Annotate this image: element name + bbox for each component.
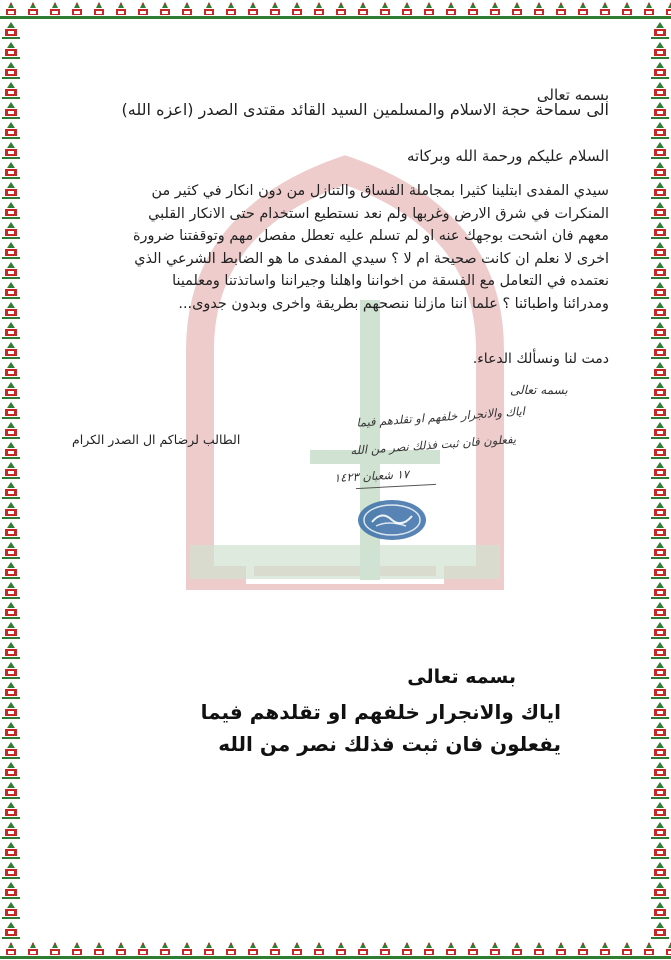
letter-body-line: نعتمده في التعامل مع الفسقة من اخواننا واهلنا وجيراننا واساتذتنا ومعلمينا xyxy=(172,273,609,289)
reply-line: اياك والانجرار خلفهم او تقلدهم فيما xyxy=(200,700,561,724)
letter-body xyxy=(64,180,609,315)
reply-title: بسمه تعالى xyxy=(407,666,516,688)
letter-addressee: الى سماحة حجة الاسلام والمسلمين السيد القائد مقتدى الصدر (اعزه الله) xyxy=(121,100,609,119)
border-pattern-top xyxy=(0,0,671,20)
letter-greeting: السلام عليكم ورحمة الله وبركاته xyxy=(407,147,609,165)
letter-body-line: معهم فان اشحت بوجهك عنه او لم تسلم عليه تعطل مفصل مهم وتوقفتنا ضرورة xyxy=(132,228,609,244)
letter-body-line: المنكرات في شرق الارض وغربها ولم نعد نستطيع استخدام حتى الانكار القلبي xyxy=(148,205,609,222)
letter-closing: دمت لنا ونسألك الدعاء. xyxy=(472,351,609,367)
official-seal xyxy=(356,498,428,542)
letter-basmala: بسمه تعالى xyxy=(536,86,609,104)
handwritten-reply-line: يفعلون فان ثبت فذلك نصر من الله xyxy=(349,432,517,458)
decorative-border-left xyxy=(0,20,22,940)
handwritten-basmala: بسمه تعالى xyxy=(510,383,568,397)
decorative-border-bottom xyxy=(0,940,671,960)
border-pattern-right xyxy=(649,20,671,940)
handwritten-reply-line: اياك والانجرار خلفهم او تقلدهم فيما xyxy=(355,404,526,430)
letter-body-line: ومدرائنا واطبائنا ؟ علما اننا مازلنا ننصحهم بطريقة واخرى وبدون جدوى... xyxy=(178,295,609,312)
decorative-border-right xyxy=(649,20,671,940)
letter-signatory: الطالب لرضاكم ال الصدر الكرام xyxy=(72,432,241,447)
reply-line: يفعلون فان ثبت فذلك نصر من الله xyxy=(218,732,561,756)
handwritten-date: ١٧ شعبان ١٤٢٣ xyxy=(333,467,410,485)
letter-body-line: اخرى لا نعلم ان كانت صحيحة ام لا ؟ سيدي المفدى ما هو الضابط الشرعي الذي xyxy=(134,250,609,267)
letter-body-line: سيدي المفدى ابتلينا كثيرا بمجاملة الفساق والتنازل من دون انكار في كثير من xyxy=(151,183,609,199)
border-pattern-left xyxy=(0,20,22,940)
decorative-border-top xyxy=(0,0,671,20)
border-pattern-bottom xyxy=(0,940,671,960)
